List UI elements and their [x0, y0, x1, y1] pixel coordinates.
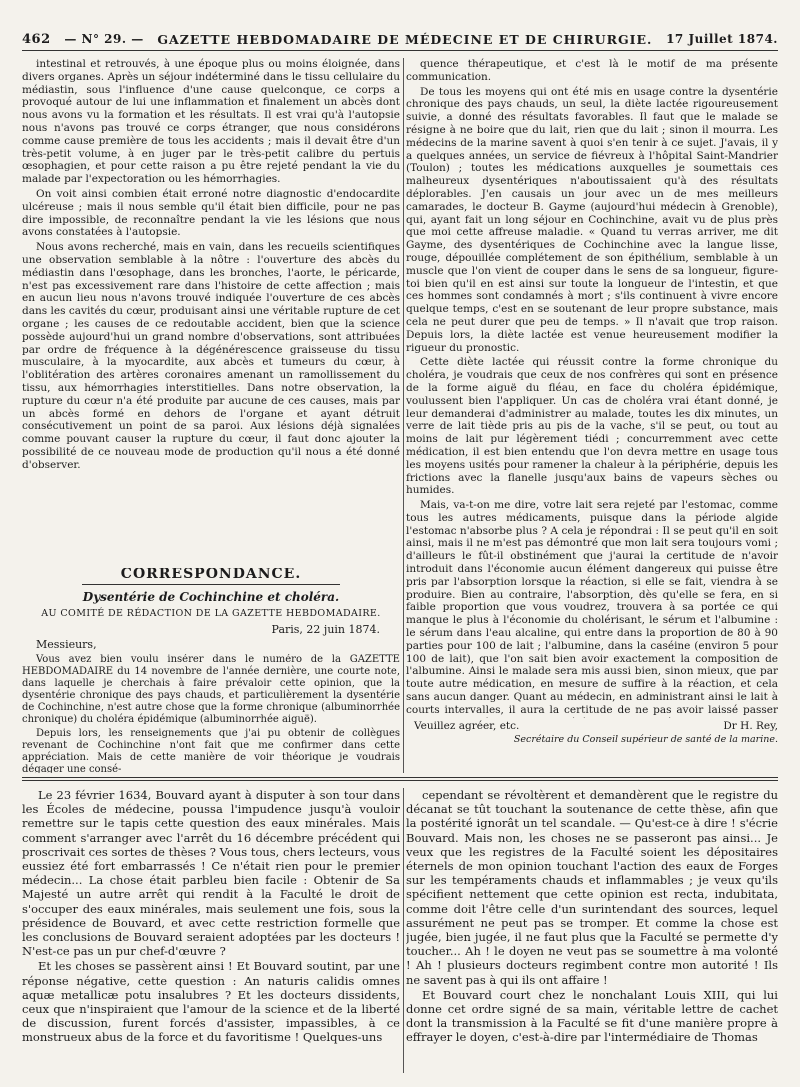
issue-date: 17 Juillet 1874. [666, 32, 778, 46]
author-role: Secrétaire du Conseil supérieur de santé de la marine. [513, 734, 778, 745]
feuilleton-right-column [406, 788, 778, 1073]
letter-date: Paris, 22 juin 1874. [271, 623, 380, 637]
author-name: Dr H. Rey, [723, 720, 778, 732]
column-divider [403, 58, 404, 773]
paragraph: On voit ainsi combien était erroné notre diagnostic d'endocardite ulcéreuse ; mais il nous semble qu'il était bien difficile, pour ne pas dire impossible, de reconnaître pendant la vie les lésions que nous avons constatées à l'autopsie. [22, 187, 400, 239]
letter-signoff [414, 720, 778, 745]
paragraph: Nous avons recherché, mais en vain, dans les recueils scientifiques une observation semblable à la nôtre : l'ouverture des abcès du médiastin dans l'œsophage, dans les bronches, l'aorte, le péricarde, n'est pas excessivement rare dans l'histoire de cette affection ; mais en aucun lieu nous n'avons trouvé indiquée l'ouverture de ces abcès dans les cavités du cœur, produisant ainsi une véritable rupture de cet organe ; les causes de ce redoutable accident, bien que la science possède aujourd'hui un grand nombre d'observations, sont attribuées par ordre de fréquence à la dégénérescence graisseuse du tissu musculaire, à la myocardite, aux abcès et tumeurs du cœur, à l'oblitération des artères coronaires amenant un ramollissement du tissu, aux hémorrhagies interstitielles. Dans notre observation, la rupture du cœur n'a été produite par aucune de ces causes, mais par un abcès formé en dehors de l'organe et ayant détruit consécutivement un point de sa paroi. Aux lésions déjà signalées comme pouvant causer la rupture du cœur, il faut donc ajouter la possibilité de ce nouveau mode de production qu'il nous a été donné d'observer. [22, 241, 400, 471]
paragraph: Le 23 février 1634, Bouvard ayant à disputer à son tour dans les Écoles de médecine, poussa l'impudence jusqu'à vouloir remettre sur le tapis cette question des eaux minérales. Mais comment s'arranger avec l'arrêt du 16 décembre précédent qui proscrivait ces sortes de thèses ? Vous tous, chers lecteurs, vous eussiez été fort embarrassés ! Ce n'était rien pour le premier médecin... La chose était parbleu bien facile : Obtenir de Sa Majesté un autre arrêt qui rendit à la Faculté le droit de s'occuper des eaux minérales, mais seulement une fois, sous la présidence de Bouvard, et avec cette restriction formelle que les conclusions de Bouvard seraient adoptées par les docteurs ! N'est-ce pas un pur chef-d'œuvre ? [22, 788, 400, 959]
correspondence-section [22, 568, 400, 773]
paragraph: Depuis lors, les renseignements que j'ai pu obtenir de collègues revenant de Cochinchine n'ont fait que me confirmer dans cette appréciation. Mais de cette manière de voir théorique je voudrais dégager une consé- [22, 727, 400, 773]
paragraph: Mais, va-t-on me dire, votre lait sera rejeté par l'estomac, comme tous les autres médicaments, puisque dans la période algide l'estomac n'absorbe plus ? A cela je répondrai : Il se peut qu'il en soit ainsi, mais il ne m'est pas démontré que mon lait sera toujours vomi ; d'ailleurs le fût-il obstinément que j'aurai la certitude de n'avoir introduit dans l'économie aucun élément dangereux qui puisse être pris par l'absorption lorsque la réaction, si elle se fait, viendra à se produire. Bien au contraire, l'absorption, dès qu'elle se fera, en si faible proportion que vous voudrez, trouvera à sa portée ce qui manque le plus à l'économie du cholérisant, le sérum et l'albumine : le sérum dans l'eau alcaline, qui entre dans la proportion de 80 à 90 parties pour 100 de lait ; l'albumine, dans la caséine (environ 5 pour 100 de lait), que l'on sait bien avoir exactement la composition de l'albumine. Ainsi le malade sera mis aussi bien, sinon mieux, que par toute autre médication, en mesure de suffire à la réaction, et cela sans aucun danger. Quant au médecin, en administrant ainsi le lait à courts intervalles, il aura la certitude de ne pas avoir laissé passer [406, 499, 778, 716]
closing: Veuillez agréer, etc. [414, 720, 520, 732]
left-column-article [22, 58, 400, 563]
feuilleton-left-column [22, 788, 400, 1073]
paragraph: cependant se révoltèrent et demandèrent que le registre du décanat se tût touchant la soutenance de cette thèse, afin que la postérité ignorât un tel scandale. — Qu'est-ce à dire ! s'écrie Bouvard. Mais non, les choses ne se passeront pas ainsi... Je veux que les registres de la Faculté soient les dépositaires éternels de mon opinion touchant l'action des eaux de Forges sur les tempéraments chauds et inflammables ; je veux qu'ils spécifient nettement que cette opinion est recta, indubitata, comme doit l'être celle d'un surintendant des sources, lequel assurément ne peut pas se tromper. Et comme la chose est jugée, bien jugée, il ne faut plus que la Faculté se permette d'y toucher... Ah ! le doyen ne veut pas se soumettre à ma volonté ! Ah ! plusieurs docteurs regimbent contre mon autorité ! Ils ne savent pas à qui ils ont affaire ! [406, 788, 778, 987]
column-divider [403, 788, 404, 1073]
page-number: 462 [22, 31, 51, 47]
paragraph: Cette diète lactée qui réussit contre la forme chronique du choléra, je voudrais que ceux de nos confrères qui sont en présence de la forme aiguë du fléau, en face du choléra épidémique, voulussent bien l'appliquer. Un cas de choléra vrai étant donné, je leur demanderai d'administrer au malade, toutes les dix minutes, un verre de lait tiède pris au pis de la vache, s'il se peut, ou tout au moins de lait pur légèrement tiédi ; concurremment avec cette médication, il est bien entendu que l'on devra mettre en usage tous les moyens usités pour ramener la chaleur à la périphérie, depuis les frictions avec la flanelle jusqu'aux bains de vapeurs sèches ou humides. [406, 356, 778, 497]
paragraph: Et Bouvard court chez le nonchalant Louis XIII, qui lui donne cet ordre signé de sa main, véritable lettre de cachet dont la transmission à la Faculté se fit d'une manière propre à effrayer le doyen, c'est-à-dire par l'intermédiaire de Thomas [406, 987, 778, 1045]
journal-title: GAZETTE HEBDOMADAIRE DE MÉDECINE ET DE CHIRURGIE. [157, 31, 653, 47]
section-title: CORRESPONDANCE. [82, 568, 340, 585]
page-header [22, 28, 778, 51]
right-column-letter [406, 58, 778, 718]
feuilleton-rule [22, 780, 778, 781]
paragraph: De tous les moyens qui ont été mis en usage contre la dysentérie chronique des pays chauds, un seul, la diète lactée rigoureusement suivie, a donné des résultats favorables. Il faut que le malade se résigne à ne boire que du lait, rien que du lait ; sinon il mourra. Les médecins de la marine savent à quoi s'en tenir à ce sujet. J'avais, il y a quelques années, un service de fiévreux à l'hôpital Saint-Mandrier (Toulon) ; toutes les médications auxquelles je soumettais ces malheureux dysentériques n'aboutissaient qu'à des résultats déplorables. J'en causais un jour avec un de mes meilleurs camarades, le docteur B. Gayme (aujourd'hui médecin à Grenoble), qui, ayant fait un long séjour en Cochinchine, avait vu de plus près que moi cette affreuse maladie. « Quand tu verras arriver, me dit Gayme, des dysentériques de Cochinchine avec la langue lisse, rouge, dépouillée complétement de son épithélium, semblable à un muscle que l'on vient de couper dans le sens de sa longueur, figure-toi bien qu'il en est ainsi sur toute la longueur de l'intestin, et que ces hommes sont condamnés à mort ; s'ils continuent à vivre encore quelque temps, c'est en se soutenant de leur propre substance, mais cela ne peut durer que peu de temps. » Il n'avait que trop raison. Depuis lors, la diète lactée est venue heureusement modifier la rigueur du pronostic. [406, 85, 778, 354]
feuilleton-rule [22, 777, 778, 778]
paragraph: intestinal et retrouvés, à une époque plus ou moins éloignée, dans divers organes. Après un séjour indéterminé dans le tissu cellulaire du médiastin, sous l'influence d'une cause quelconque, ce corps a provoqué autour de lui une inflammation et finalement un abcès dont nous avons vu la formation et les résultats. Il est vrai qu'à l'autopsie nous n'avons pas trouvé ce corps étranger, que nous considérons comme cause première de tous les accidents ; mais il devait être d'un très-petit volume, à en juger par le très-petit calibre du pertuis œsophagien, et pour cette raison a pu être rejeté pendant la vie du malade par l'expectoration ou les hémorrhagies. [22, 58, 400, 186]
section-subtitle: Dysentérie de Cochinchine et choléra. [82, 589, 340, 604]
paragraph: Vous avez bien voulu insérer dans le numéro de la GAZETTE HEBDOMADAIRE du 14 novembre de l'année dernière, une courte note, dans laquelle je cherchais à faire prévaloir cette opinion, que la dysentérie chronique des pays chauds, et particulièrement la dysentérie de Cochinchine, n'est autre chose que la forme chronique (albuminorrhée chronique) du choléra épidémique (albuminorrhée aiguë). [22, 653, 400, 725]
issue-number: — N° 29. — [64, 32, 144, 46]
paragraph: Et les choses se passèrent ainsi ! Et Bouvard soutint, par une réponse négative, cette question : An naturis calidis omnes aquæ metallicæ potu insalubres ? Et les docteurs dissidents, ceux que n'inspiraient que l'amour de la science et de la liberté de discussion, furent forcés d'assister, impassibles, à ce monstrueux abus de la force et du favoritisme ! Quelques-uns [22, 959, 400, 1045]
letter-body [22, 654, 400, 773]
addressee: AU COMITÉ DE RÉDACTION DE LA GAZETTE HEBDOMADAIRE. [41, 607, 381, 619]
salutation: Messieurs, [36, 638, 97, 652]
paragraph: quence thérapeutique, et c'est là le motif de ma présente communication. [406, 58, 778, 83]
